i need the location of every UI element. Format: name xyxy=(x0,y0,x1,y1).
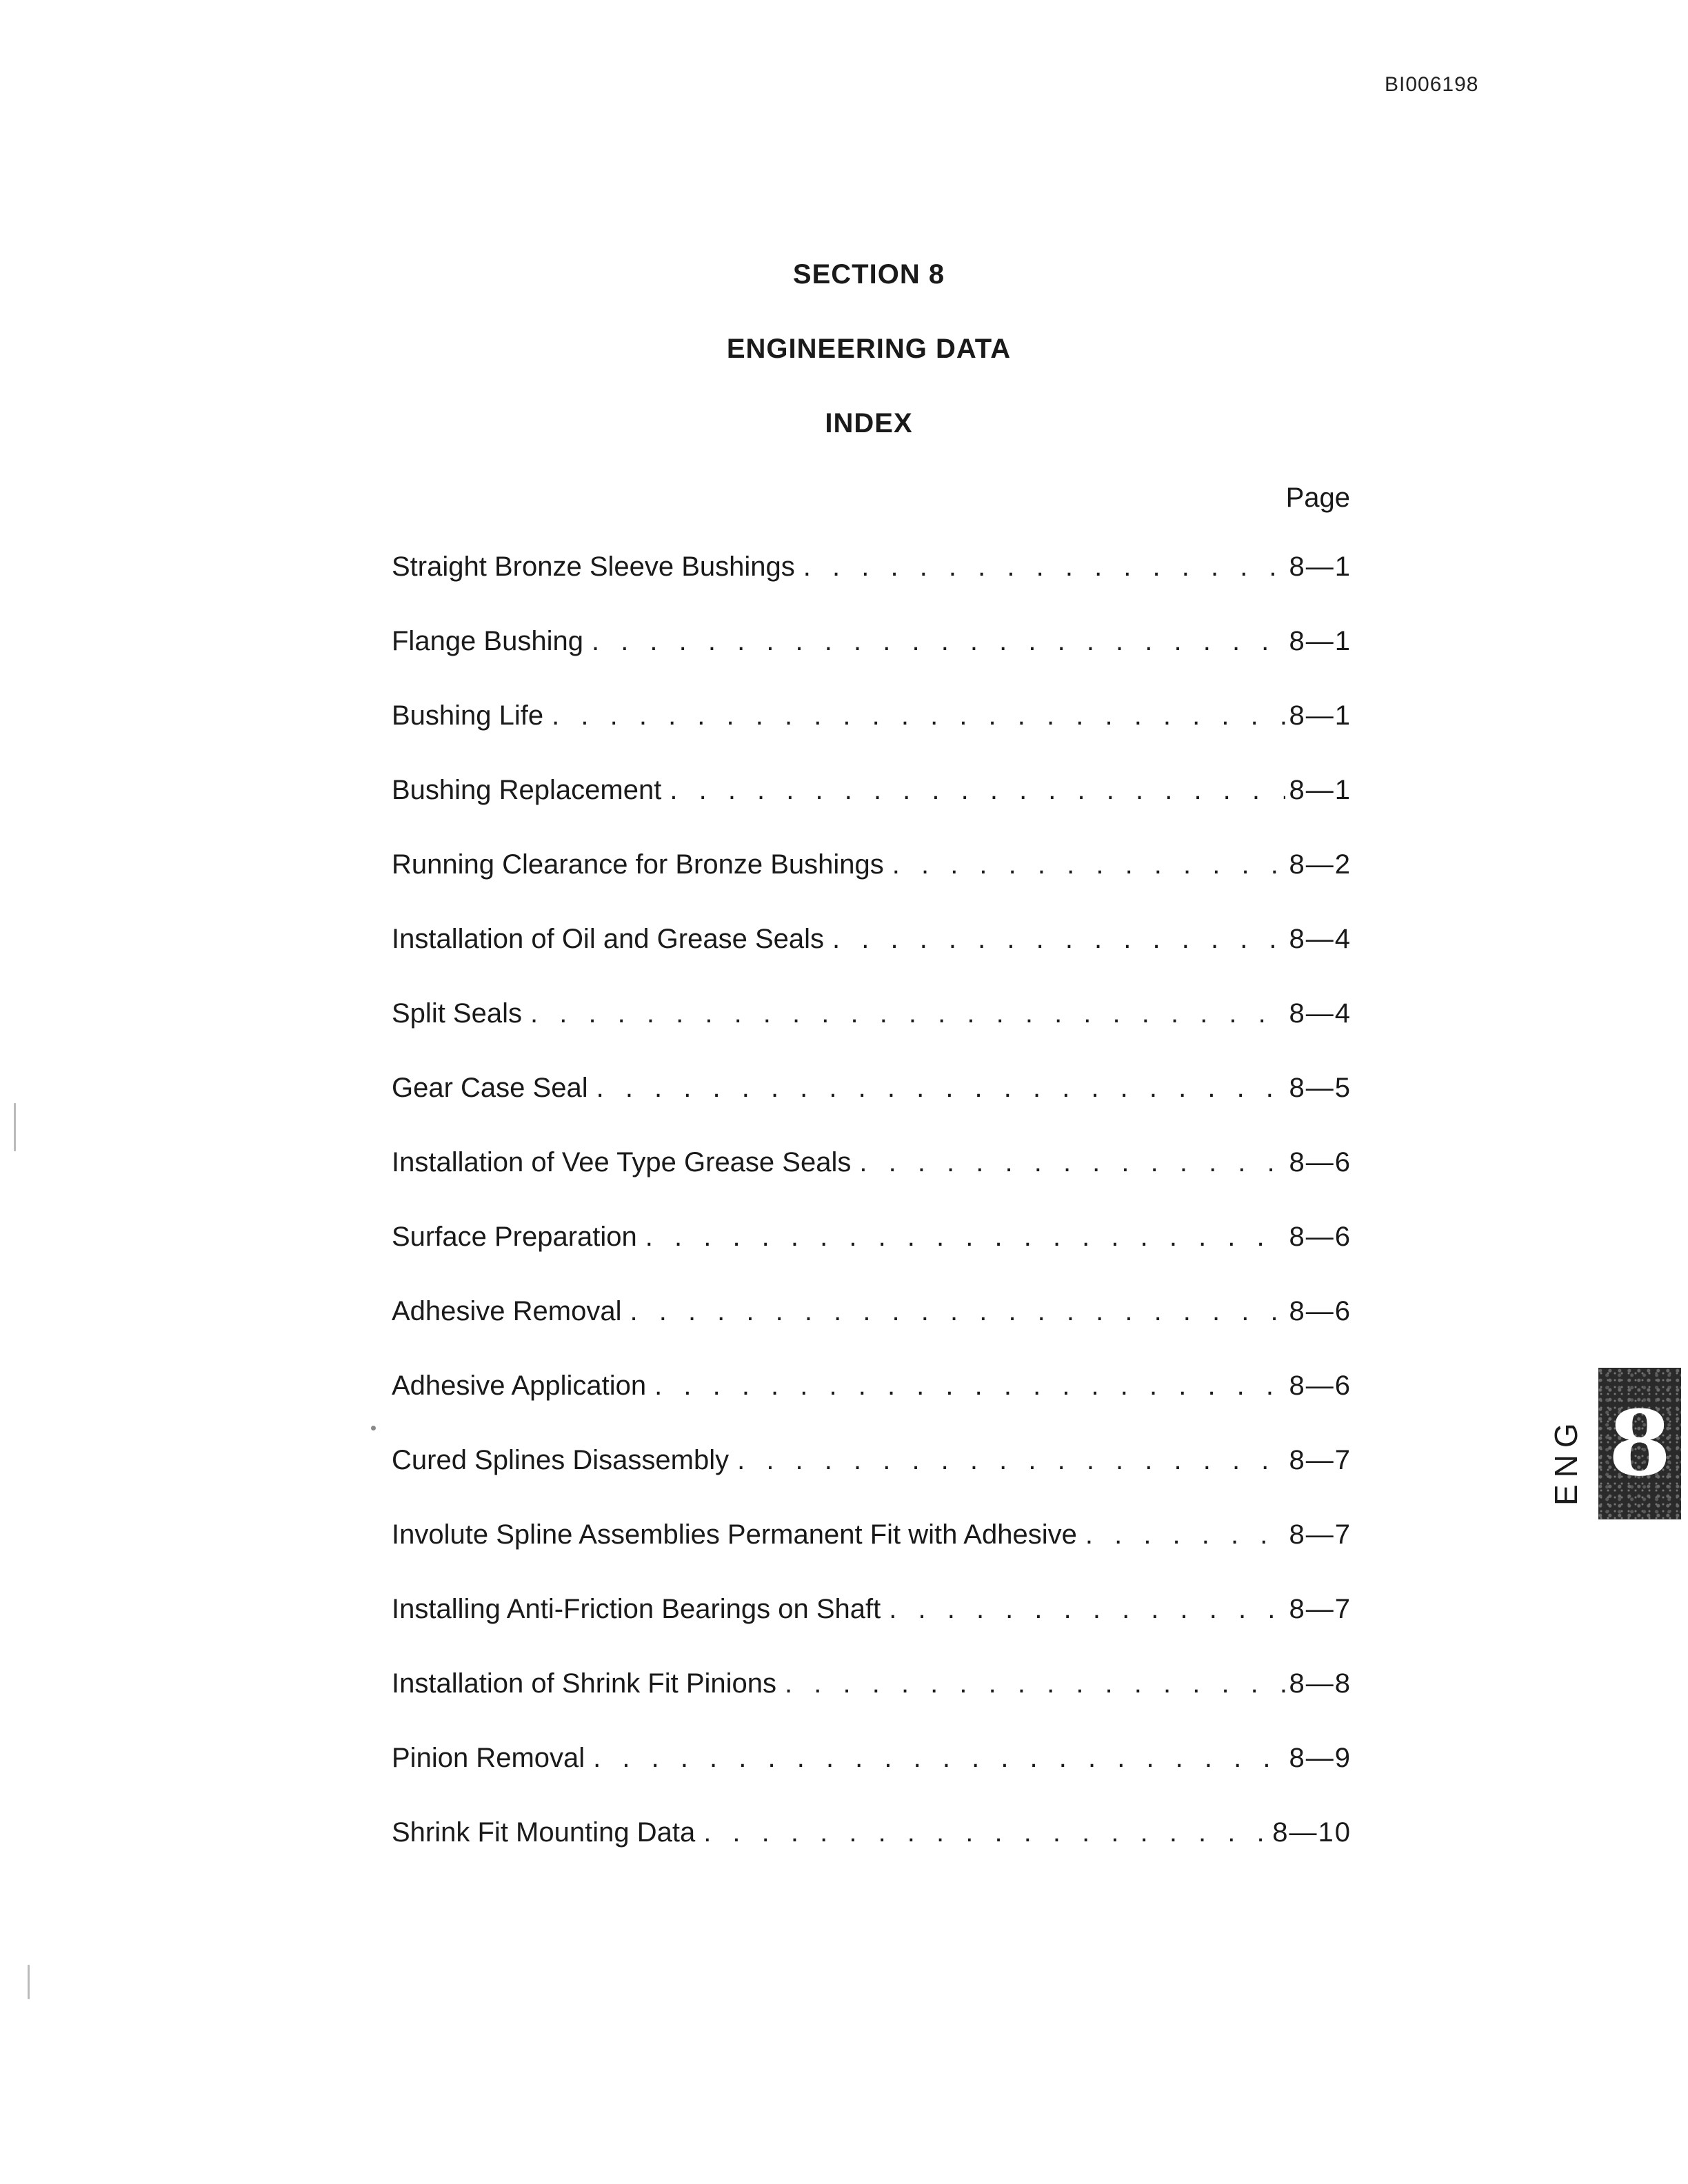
toc-entry-page: 8—7 xyxy=(1289,1519,1352,1550)
scan-speck xyxy=(371,1426,376,1430)
toc-entry-page: 8—7 xyxy=(1289,1445,1352,1475)
page-column-label: Page xyxy=(1285,483,1350,513)
toc-entry xyxy=(392,1519,1352,1594)
toc-entry xyxy=(392,1371,1352,1445)
toc-entry-page: 8—10 xyxy=(1272,1817,1352,1848)
toc-entry-title: Installing Anti-Friction Bearings on Shaft xyxy=(392,1594,881,1624)
toc-entry-page: 8—5 xyxy=(1289,1073,1352,1103)
toc-entry xyxy=(392,775,1352,849)
toc-dot-leader xyxy=(670,775,1285,806)
toc-dot-leader xyxy=(592,626,1285,657)
toc-entry-title: Adhesive Application xyxy=(392,1371,647,1401)
section-tab-block xyxy=(1598,1368,1681,1519)
toc-dot-leader xyxy=(645,1222,1285,1253)
toc-dot-leader xyxy=(654,1371,1285,1402)
toc-entry-page: 8—2 xyxy=(1289,849,1352,880)
toc-dot-leader xyxy=(703,1817,1268,1848)
section-heading: SECTION 8 xyxy=(792,259,945,290)
toc-dot-leader xyxy=(889,1594,1285,1625)
toc-dot-leader xyxy=(737,1445,1285,1476)
toc-entry-title: Installation of Vee Type Grease Seals xyxy=(392,1147,852,1177)
toc-dot-leader xyxy=(859,1147,1285,1178)
toc-entry-title: Surface Preparation xyxy=(392,1222,637,1252)
toc-entry xyxy=(392,1296,1352,1371)
toc-dot-leader xyxy=(785,1668,1285,1699)
toc-entry xyxy=(392,924,1352,998)
toc-entry-page: 8—6 xyxy=(1289,1371,1352,1401)
toc-entry-title: Flange Bushing xyxy=(392,626,583,656)
toc-entry xyxy=(392,1073,1352,1147)
toc-entry xyxy=(392,1817,1352,1892)
toc-dot-leader xyxy=(596,1073,1285,1104)
toc-entry-page: 8—7 xyxy=(1289,1594,1352,1624)
toc-entry-title: Split Seals xyxy=(392,998,522,1029)
toc-entry-page: 8—1 xyxy=(1289,700,1352,731)
section-tab-number: 8 xyxy=(1608,1391,1671,1496)
toc-entry-page: 8—4 xyxy=(1289,924,1352,954)
toc-dot-leader xyxy=(593,1743,1285,1774)
toc-entry-title: Installation of Shrink Fit Pinions xyxy=(392,1668,777,1699)
section-tab xyxy=(1550,1368,1688,1522)
toc-entry-title: Shrink Fit Mounting Data xyxy=(392,1817,696,1848)
toc-entry-title: Cured Splines Disassembly xyxy=(392,1445,730,1475)
toc-entry-page: 8—1 xyxy=(1289,552,1352,582)
toc-entry-page: 8—6 xyxy=(1289,1222,1352,1252)
scan-speck xyxy=(14,1103,16,1151)
toc-entry-title: Bushing Life xyxy=(392,700,544,731)
toc-dot-leader xyxy=(1085,1519,1285,1550)
toc-entry xyxy=(392,552,1352,626)
toc-entry-page: 8—1 xyxy=(1289,626,1352,656)
toc-entry xyxy=(392,700,1352,775)
scan-speck xyxy=(28,1965,30,1999)
toc-entry-title: Pinion Removal xyxy=(392,1743,585,1773)
toc-entry xyxy=(392,1222,1352,1296)
toc-dot-leader xyxy=(832,924,1285,955)
document-id: BI006198 xyxy=(1385,73,1479,96)
toc-entry-page: 8—1 xyxy=(1289,775,1352,805)
toc-entry-title: Straight Bronze Sleeve Bushings xyxy=(392,552,795,582)
toc-entry xyxy=(392,626,1352,700)
toc-entry-page: 8—6 xyxy=(1289,1296,1352,1326)
toc-entry-page: 8—9 xyxy=(1289,1743,1352,1773)
table-of-contents xyxy=(392,552,1352,1892)
toc-entry xyxy=(392,1594,1352,1668)
toc-dot-leader xyxy=(552,700,1285,731)
toc-dot-leader xyxy=(630,1296,1285,1327)
toc-entry xyxy=(392,1147,1352,1222)
toc-entry-title: Adhesive Removal xyxy=(392,1296,622,1326)
toc-entry-title: Bushing Replacement xyxy=(392,775,662,805)
toc-dot-leader xyxy=(892,849,1285,880)
toc-entry xyxy=(392,998,1352,1073)
document-title: ENGINEERING DATA xyxy=(726,334,1012,364)
toc-entry-title: Involute Spline Assemblies Permanent Fit with Adhesive xyxy=(392,1519,1077,1550)
toc-entry xyxy=(392,1445,1352,1519)
toc-dot-leader xyxy=(803,552,1285,583)
toc-entry-title: Installation of Oil and Grease Seals xyxy=(392,924,825,954)
toc-dot-leader xyxy=(530,998,1285,1029)
toc-entry xyxy=(392,849,1352,924)
index-heading: INDEX xyxy=(825,408,913,438)
toc-entry xyxy=(392,1743,1352,1817)
section-tab-label: ENG xyxy=(1548,1416,1584,1506)
toc-entry-title: Running Clearance for Bronze Bushings xyxy=(392,849,884,880)
toc-entry-title: Gear Case Seal xyxy=(392,1073,588,1103)
toc-entry xyxy=(392,1668,1352,1743)
toc-entry-page: 8—8 xyxy=(1289,1668,1352,1699)
toc-entry-page: 8—6 xyxy=(1289,1147,1352,1177)
toc-entry-page: 8—4 xyxy=(1289,998,1352,1029)
